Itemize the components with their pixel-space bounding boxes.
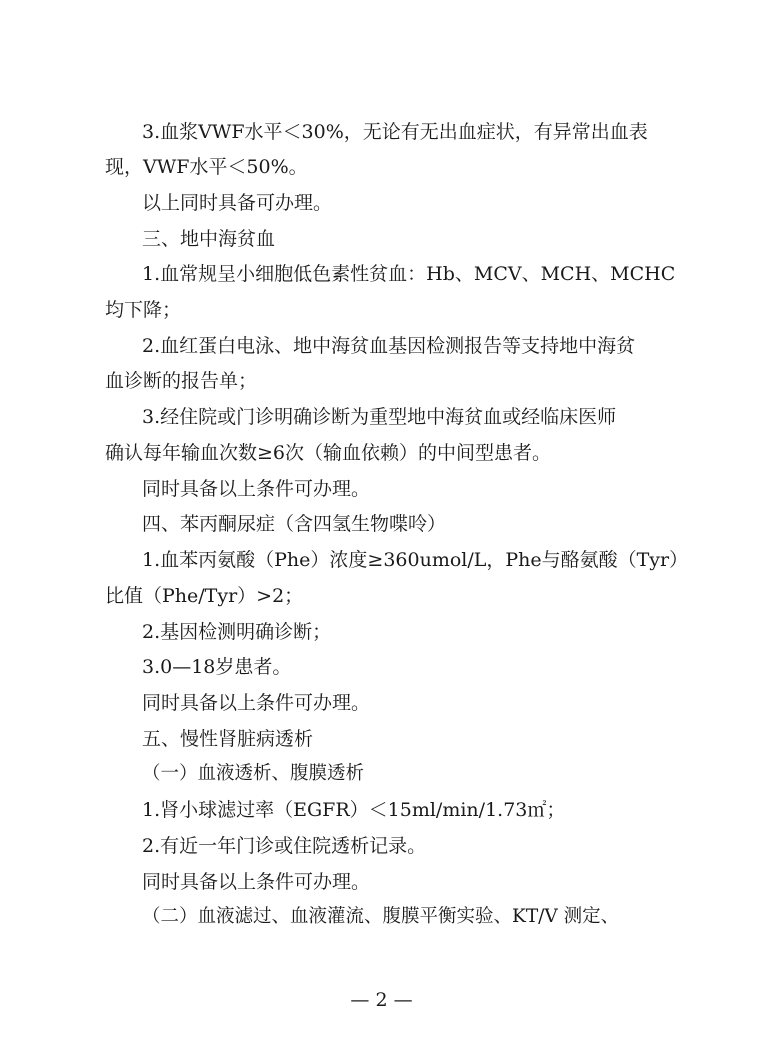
paragraph-line: 均下降；: [105, 299, 182, 321]
section-heading-4: 四、苯丙酮尿症（含四氢生物喋呤）: [142, 513, 447, 535]
paragraph-line: 确认每年输血次数≥6次（输血依赖）的中间型患者。: [105, 442, 552, 464]
paragraph-line: 1.血苯丙氨酸（Phe）浓度≥360umol/L，Phe与酪氨酸（Tyr）: [142, 549, 689, 571]
paragraph-line: 1.肾小球滤过率（EGFR）＜15ml/min/1.73㎡；: [142, 799, 566, 821]
paragraph-line: 同时具备以上条件可办理。: [142, 478, 371, 500]
paragraph-line: 2.有近一年门诊或住院透析记录。: [142, 835, 427, 857]
subsection-heading-1: （一）血液透析、腹膜透析: [142, 763, 365, 784]
paragraph-line: 现，VWF水平＜50%。: [105, 156, 308, 178]
subsection-heading-2: （二）血液滤过、血液灌流、腹膜平衡实验、KT/V 测定、: [142, 906, 620, 927]
paragraph-line: 3.血浆VWF水平＜30%，无论有无出血症状，有异常出血表: [142, 121, 648, 143]
paragraph-line: 2.基因检测明确诊断；: [142, 621, 332, 643]
paragraph-line: 同时具备以上条件可办理。: [142, 871, 371, 893]
paragraph-line: 血诊断的报告单；: [105, 370, 258, 392]
paragraph-line: 比值（Phe/Tyr）>2；: [105, 585, 304, 607]
paragraph-line: 3.经住院或门诊明确诊断为重型地中海贫血或经临床医师: [142, 406, 617, 428]
paragraph-line: 同时具备以上条件可办理。: [142, 692, 371, 714]
paragraph-line: 2.血红蛋白电泳、地中海贫血基因检测报告等支持地中海贫: [142, 335, 636, 357]
paragraph-line: 以上同时具备可办理。: [142, 192, 333, 214]
paragraph-line: 3.0—18岁患者。: [142, 656, 292, 678]
page-number: — 2 —: [350, 989, 413, 1011]
section-heading-5: 五、慢性肾脏病透析: [142, 728, 314, 750]
paragraph-line: 1.血常规呈小细胞低色素性贫血：Hb、MCV、MCH、MCHC: [142, 263, 676, 285]
section-heading-3: 三、地中海贫血: [142, 228, 276, 250]
